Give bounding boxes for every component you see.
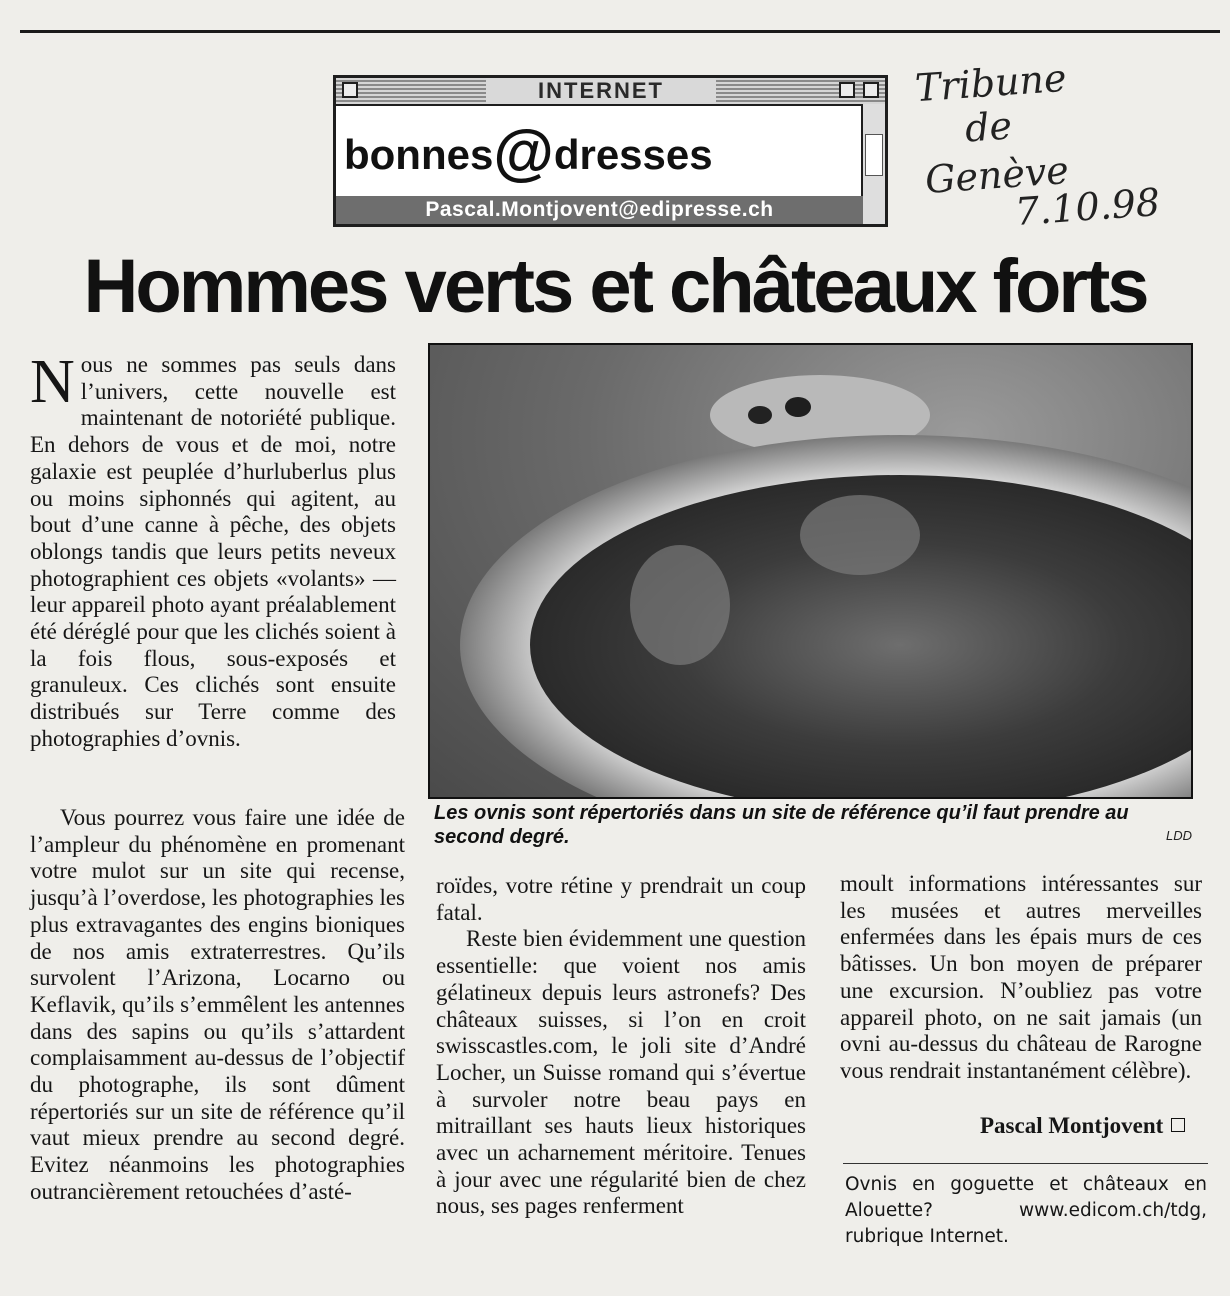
collapse-box-icon	[863, 82, 879, 98]
photo-credit: LDD	[1166, 828, 1193, 843]
dropcap: N	[30, 348, 75, 416]
headline: Hommes verts et châteaux forts	[83, 244, 1147, 329]
handnote-line-2: de	[963, 103, 1014, 151]
column-b-paragraph-2: Reste bien évidemment une question essentielle: que voient nos amis gélatineux depuis leurs astronefs? Des châteaux suisses, si l’on en croit swisscastles.com, le joli site d’André Locher, un Suisse romand qui s’évertue à survoler notre beau pays en mitraillant ses hauts lieux historiques avec un acharnement méritoire. Tenues à jour avec une régularité bien de chez nous, ses pages renferment	[436, 926, 806, 1219]
sidenote-divider	[843, 1163, 1208, 1164]
handnote-line-4: 7.10.98	[1013, 179, 1162, 235]
handnote-line-3: Genève	[923, 148, 1071, 202]
column-a-paragraph-1: ous ne sommes pas seuls dans l’univers, cette nouvelle est maintenant de notoriété publique. En dehors de vous et de moi, notre galaxie est peuplée d’hurluberlus plus ou moins siphonnés qui agitent, au bout d’une canne à pêche, des objets oblongs tandis que leurs petits neveux photographient ces objets «volants» — leur appareil photo ayant préalablement été déréglé pour que les clichés soient à la fois flous, sous-exposés et granuleux. Ces clichés sont ensuite distribués sur Terre comme des photographies d’ovnis.	[30, 352, 396, 751]
header-at-sign: @	[493, 118, 554, 187]
top-rule	[20, 30, 1220, 33]
close-box-icon	[342, 82, 358, 98]
column-c	[840, 871, 1202, 1085]
ufo-image	[430, 345, 1193, 799]
header-word-dresses: dresses	[553, 131, 713, 178]
end-mark-icon	[1171, 1118, 1185, 1132]
header-scrollbar	[861, 104, 885, 224]
column-a-intro	[30, 348, 396, 753]
author-signature	[980, 1113, 1185, 1139]
internet-header-box	[333, 75, 888, 227]
ufo-photo	[428, 343, 1193, 799]
handnote-line-1: Tribune	[913, 55, 1068, 111]
photo-caption: Les ovnis sont répertoriés dans un site de référence qu’il faut prendre au second degré.	[434, 802, 1129, 848]
author-name: Pascal Montjovent	[980, 1113, 1164, 1138]
header-main-text	[344, 108, 859, 198]
column-a-paragraph-2: Vous pourrez vous faire une idée de l’ampleur du phénomène en promenant votre mulot sur un site qui recense, jusqu’à l’overdose, les photographies les plus extravagantes des engins bioniques de nos amis extraterrestres. Qu’ils survolent l’Arizona, Locarno ou Keflavik, qu’ils s’emmêlent les antennes dans des sapins ou qu’ils s’attardent complaisamment au-dessus de l’objectif du photographe, ils sont dûment répertoriés sur un site de référence qu’il vaut mieux prendre au second degré. Evitez néanmoins les photographies outrancièrement retouchées d’asté-	[30, 805, 405, 1204]
header-email: Pascal.Montjovent@edipresse.ch	[336, 196, 863, 224]
header-word-bonnes: bonnes	[344, 131, 494, 178]
column-c-paragraph-1: moult informations intéressantes sur les musées et autres merveilles enfermées dans les épais murs de ces bâtisses. Un bon moyen de préparer une excursion. N’oubliez pas votre appareil photo, on ne sait jamais (un ovni au-dessus du château de Rarogne vous rendrait instantanément célèbre).	[840, 871, 1202, 1083]
sidenote: Ovnis en goguette et châteaux en Alouette? www.edicom.ch/tdg, rubrique Internet.	[845, 1174, 1207, 1247]
handwritten-note	[905, 55, 1175, 235]
header-title-bar	[336, 78, 885, 106]
header-scroll-thumb	[865, 134, 883, 176]
column-b	[436, 873, 806, 1220]
header-title-text: INTERNET	[486, 78, 716, 104]
zoom-box-icon	[839, 82, 855, 98]
column-a-continued	[30, 805, 405, 1206]
column-b-paragraph-1: roïdes, votre rétine y prendrait un coup fatal.	[436, 873, 806, 925]
